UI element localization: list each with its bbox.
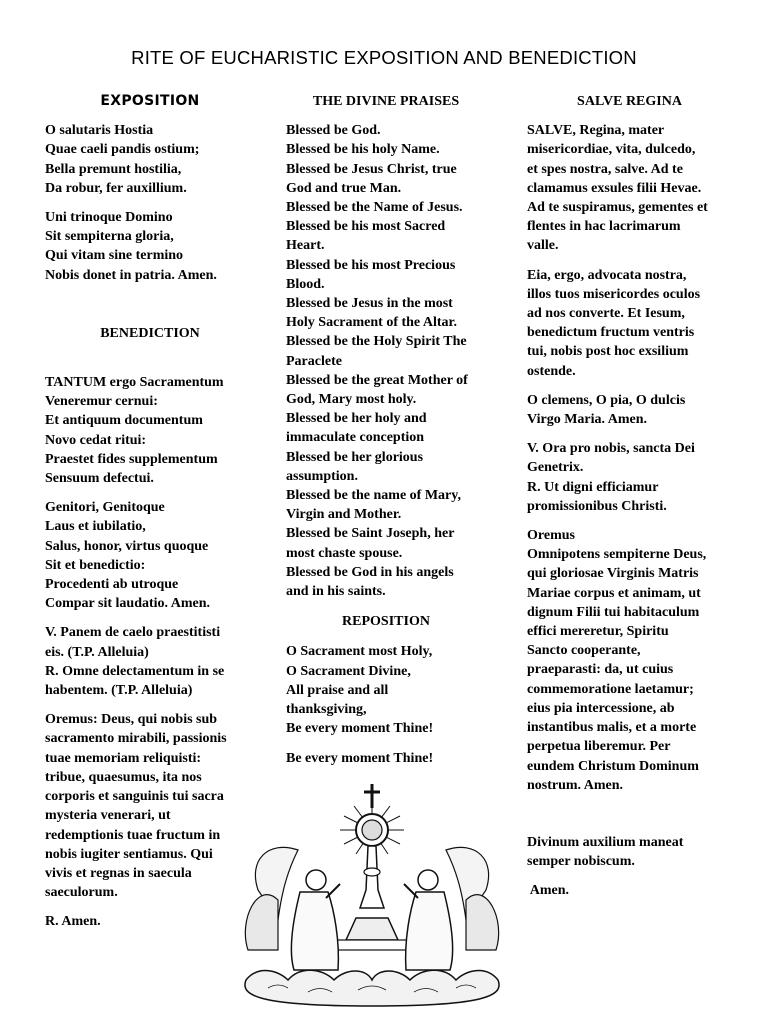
benediction-stanza <box>45 498 255 613</box>
text-line: vivis et regnas in saecula <box>45 865 192 881</box>
salve-closing <box>527 833 732 871</box>
text-line: effici mereretur, Spiritu <box>527 624 669 640</box>
text-line: saeculorum. <box>45 885 118 901</box>
salve-regina-heading: SALVE REGINA <box>577 94 682 109</box>
text-line: clamamus exsules filii Hevae. <box>527 180 702 196</box>
monstrance-with-adoring-angels-icon <box>238 780 506 1008</box>
text-line: R. Ut digni efficiamur <box>527 479 659 495</box>
text-line: misericordiae, vita, dulcedo, <box>527 142 696 158</box>
text-line: Blessed be the great Mother of <box>286 372 468 388</box>
reposition-stanza <box>286 642 486 738</box>
text-line: instantibus malis, et a morte <box>527 720 697 736</box>
benediction-stanza <box>45 373 255 488</box>
text-line: Blessed be Jesus Christ, true <box>286 161 457 177</box>
exposition-stanza <box>45 121 255 198</box>
column-middle <box>286 92 486 768</box>
text-line: Blessed be Saint Joseph, her <box>286 526 455 542</box>
text-line: Holy Sacrament of the Altar. <box>286 315 457 331</box>
text-line: Sensuum defectui. <box>45 471 154 487</box>
text-line: Bella premunt hostilia, <box>45 161 182 177</box>
benediction-prayer <box>45 710 255 902</box>
text-line: Laus et iubilatio, <box>45 519 146 535</box>
text-line: V. Ora pro nobis, sancta Dei <box>527 441 695 457</box>
text-line: R. Omne delectamentum in se <box>45 663 225 679</box>
text-line: Procedenti ab utroque <box>45 577 179 593</box>
text-line: perpetua liberemur. Per <box>527 739 671 755</box>
text-line: illos tuos misericordes oculos <box>527 286 701 302</box>
text-line: dignum Filii tui habitaculum <box>527 604 700 620</box>
reposition-heading: REPOSITION <box>342 614 430 630</box>
text-line: immaculate conception <box>286 430 425 446</box>
text-line: Virgin and Mother. <box>286 507 402 523</box>
text-line: Veneremur cernui: <box>45 394 158 410</box>
text-line: Sancto cooperante, <box>527 643 641 659</box>
text-line: redemptionis tuae fructum in <box>45 827 221 843</box>
text-line: Blessed be his most Precious <box>286 257 456 273</box>
salve-versicle <box>527 439 732 516</box>
text-line: Blessed be Jesus in the most <box>286 296 453 312</box>
text-line: V. Panem de caelo praestitisti <box>45 625 221 641</box>
salve-prayer <box>527 526 732 795</box>
exposition-stanza <box>45 208 255 285</box>
salve-amen <box>527 881 732 900</box>
text-line: Blood. <box>286 276 325 292</box>
benediction-response <box>45 912 255 931</box>
text-line: eis. (T.P. Alleluia) <box>45 644 149 660</box>
text-line: Paraclete <box>286 353 342 369</box>
text-line: Sit et benedictio: <box>45 557 146 573</box>
text-line: Nobis donet in patria. Amen. <box>45 267 217 283</box>
divine-praises-heading: THE DIVINE PRAISES <box>312 94 460 109</box>
page-title: RITE OF EUCHARISTIC EXPOSITION AND BENEDICTION <box>131 47 637 68</box>
text-line: commemoratione laetamur; <box>527 681 694 697</box>
text-line: All praise and all <box>286 682 389 698</box>
benediction-heading: BENEDICTION <box>100 325 200 341</box>
salve-stanza <box>527 266 732 381</box>
text-line: valle. <box>527 238 559 254</box>
text-line: R. Amen. <box>45 914 101 930</box>
text-line: nostrum. Amen. <box>527 777 624 793</box>
text-line: O Sacrament most Holy, <box>286 644 433 660</box>
text-line: corporis et sanguinis tui sacra <box>45 789 224 805</box>
text-line: Blessed be her holy and <box>286 411 427 427</box>
text-line: thanksgiving, <box>286 702 367 718</box>
text-line: Divinum auxilium maneat <box>527 834 684 850</box>
text-line: Qui vitam sine termino <box>45 248 184 264</box>
column-left <box>45 92 255 932</box>
text-line: flentes in hac lacrimarum <box>527 219 681 235</box>
text-line: Be every moment Thine! <box>286 750 434 766</box>
text-line: most chaste spouse. <box>286 545 403 561</box>
salve-stanza <box>527 121 732 255</box>
text-line: God, Mary most holy. <box>286 392 417 408</box>
text-line: Virgo Maria. Amen. <box>527 412 648 428</box>
text-line: ad nos converte. Et Iesum, <box>527 306 685 322</box>
text-line: Da robur, fer auxillium. <box>45 180 187 196</box>
text-line: promissionibus Christi. <box>527 498 667 514</box>
text-line: Quae caeli pandis ostium; <box>45 142 200 158</box>
text-line: Salus, honor, virtus quoque <box>45 538 209 554</box>
text-line: Heart. <box>286 238 325 254</box>
text-line: Amen. <box>527 883 569 899</box>
text-line: Sit sempiterna gloria, <box>45 229 174 245</box>
text-line: Compar sit laudatio. Amen. <box>45 596 211 612</box>
text-line: O salutaris Hostia <box>45 123 154 139</box>
text-line: O clemens, O pia, O dulcis <box>527 392 686 408</box>
text-line: Genetrix. <box>527 460 584 476</box>
text-line: O Sacrament Divine, <box>286 663 411 679</box>
text-line: Omnipotens sempiterne Deus, <box>527 547 707 563</box>
text-line: praeparasti: da, ut cuius <box>527 662 674 678</box>
text-line: Blessed be her glorious <box>286 449 424 465</box>
text-line: Oremus <box>527 528 575 544</box>
text-line: benedictum fructum ventris <box>527 325 695 341</box>
text-line: Oremus: Deus, qui nobis sub <box>45 712 218 728</box>
text-line: Eia, ergo, advocata nostra, <box>527 267 687 283</box>
text-line: and in his saints. <box>286 584 386 600</box>
text-line: Genitori, Genitoque <box>45 500 165 516</box>
text-line: Blessed be the Holy Spirit The <box>286 334 467 350</box>
exposition-heading: EXPOSITION <box>100 93 200 109</box>
text-line: tribue, quaesumus, ita nos <box>45 769 202 785</box>
text-line: Et antiquum documentum <box>45 413 203 429</box>
benediction-versicle <box>45 623 255 700</box>
text-line: TANTUM ergo Sacramentum <box>45 375 224 391</box>
text-line: tuae memoriam reliquisti: <box>45 750 202 766</box>
text-line: sacramento mirabili, passionis <box>45 731 227 747</box>
text-line: qui gloriosae Virginis Matris <box>527 566 699 582</box>
text-line: Blessed be the name of Mary, <box>286 488 461 504</box>
text-line: semper nobiscum. <box>527 854 635 870</box>
text-line: eundem Christum Dominum <box>527 758 699 774</box>
text-line: Blessed be God in his angels <box>286 564 454 580</box>
salve-stanza <box>527 391 732 429</box>
text-line: Ad te suspiramus, gementes et <box>527 200 708 216</box>
text-line: eius pia intercessione, ab <box>527 700 675 716</box>
text-line: et spes nostra, salve. Ad te <box>527 161 683 177</box>
text-line: Blessed be his most Sacred <box>286 219 446 235</box>
text-line: tui, nobis post hoc exsilium <box>527 344 689 360</box>
reposition-stanza <box>286 749 486 768</box>
text-line: God and true Man. <box>286 180 402 196</box>
text-line: Blessed be his holy Name. <box>286 142 440 158</box>
text-line: habentem. (T.P. Alleluia) <box>45 683 193 699</box>
column-right <box>527 92 732 901</box>
text-line: SALVE, Regina, mater <box>527 123 665 139</box>
text-line: assumption. <box>286 468 358 484</box>
text-line: nobis iugiter sentiamus. Qui <box>45 846 213 862</box>
text-line: Praestet fides supplementum <box>45 451 218 467</box>
divine-praises-list <box>286 121 486 601</box>
text-line: Mariae corpus et animam, ut <box>527 585 701 601</box>
text-line: ostende. <box>527 363 576 379</box>
text-line: Blessed be the Name of Jesus. <box>286 200 463 216</box>
text-line: Novo cedat ritui: <box>45 432 147 448</box>
text-line: Uni trinoque Domino <box>45 210 173 226</box>
text-line: Be every moment Thine! <box>286 721 434 737</box>
text-line: Blessed be God. <box>286 123 381 139</box>
text-line: mysteria venerari, ut <box>45 808 171 824</box>
